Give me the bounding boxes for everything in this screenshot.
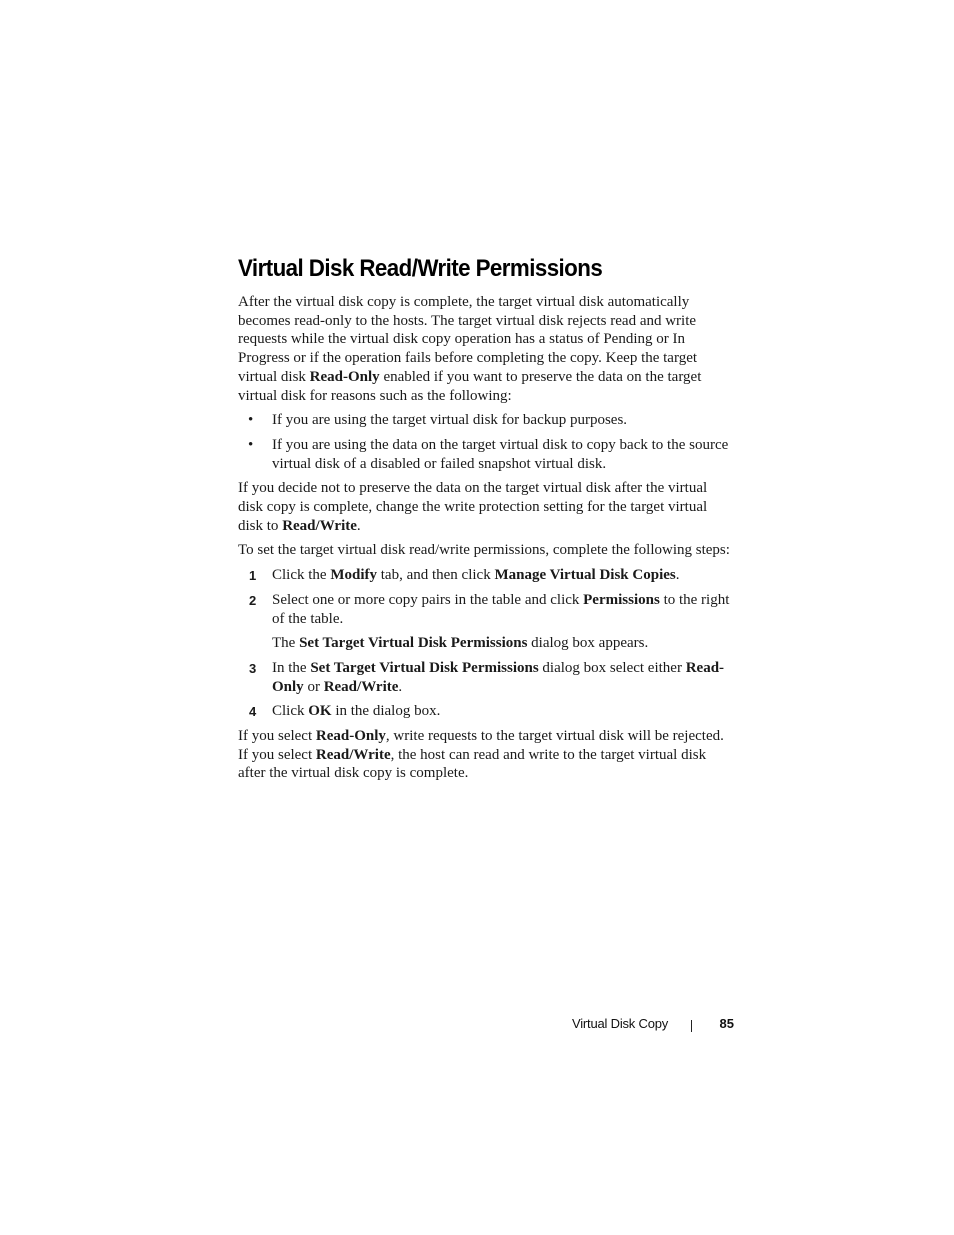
step-note-text: dialog box appears.: [527, 635, 649, 652]
bullet-text: If you are using the data on the target virtual disk to copy back to the source virtual disk of a disabled or failed snapshot virtual disk.: [272, 436, 729, 472]
bullet-icon: •: [248, 412, 254, 429]
step-3: [238, 659, 733, 696]
step-text: .: [398, 678, 403, 695]
step-note-bold-dialog: Set Target Virtual Disk Permissions: [299, 635, 528, 652]
page-title: Virtual Disk Read/Write Permissions: [238, 255, 603, 282]
page-content: [238, 255, 733, 789]
step-note: [272, 634, 733, 653]
step-bold-manage-copies: Manage Virtual Disk Copies: [494, 567, 676, 584]
step-text: Click the: [272, 567, 331, 584]
bullet-item: [238, 411, 733, 430]
step-bold-read-write: Read/Write: [323, 678, 399, 695]
para2-text-1: If you decide not to preserve the data on the target virtual disk after the virtual disk copy is complete, change the write protection setting for the target virtual disk to: [238, 480, 708, 534]
step-text: In the: [272, 659, 311, 676]
step-bold-read-only: Read-Only: [272, 659, 725, 695]
step-bold-permissions: Permissions: [583, 591, 660, 608]
para4-text: , write requests to the target virtual disk will be rejected. If you select: [238, 728, 724, 763]
bullet-item: [238, 436, 733, 473]
body-text: [238, 293, 733, 783]
intro-bold-read-only: Read-Only: [309, 368, 380, 385]
step-number: 3: [249, 660, 257, 676]
paragraph-steps-intro: To set the target virtual disk read/write permissions, complete the following steps:: [238, 542, 730, 559]
intro-paragraph: [238, 293, 733, 405]
para4-bold-read-write: Read/Write: [315, 746, 391, 763]
step-4: [238, 702, 733, 721]
para4-text: , the host can read and write to the target virtual disk after the virtual disk copy is complete.: [238, 746, 707, 782]
step-text: Click: [272, 703, 309, 720]
step-bold-dialog: Set Target Virtual Disk Permissions: [310, 659, 539, 676]
bullet-text: If you are using the target virtual disk for backup purposes.: [272, 412, 628, 429]
step-2: [238, 591, 733, 653]
step-text: to the right of the table.: [272, 591, 730, 627]
step-text: Select one or more copy pairs in the table and click: [272, 591, 584, 608]
step-bold-ok: OK: [308, 703, 332, 720]
bullet-icon: •: [248, 436, 254, 453]
intro-text-2: enabled if you want to preserve the data on the target virtual disk for reasons such as the following:: [238, 368, 702, 404]
step-text: in the dialog box.: [331, 703, 441, 720]
paragraph-result: [238, 727, 733, 783]
step-1: [238, 566, 733, 585]
intro-text-1: After the virtual disk copy is complete, the target virtual disk automatically becomes read-only to the hosts. The target virtual disk rejects read and write requests while the virtual disk copy operation has a status of Pending or In Progress or if the operation fails before completing the copy. Keep the target virtual disk: [238, 294, 698, 385]
para4-bold-read-only: Read-Only: [315, 728, 386, 745]
para4-text: If you select: [238, 728, 316, 745]
step-text: or: [303, 678, 324, 695]
footer-section-title: Virtual Disk Copy: [572, 1016, 669, 1031]
step-note-text: The: [272, 635, 300, 652]
bullet-list: [238, 411, 733, 473]
step-number: 2: [249, 592, 257, 608]
step-bold-modify: Modify: [330, 567, 377, 584]
para2-bold-read-write: Read/Write: [282, 517, 357, 534]
paragraph-preserve: [238, 479, 733, 535]
step-number: 4: [249, 704, 257, 720]
para2-text-2: .: [356, 517, 361, 534]
page-number: 85: [719, 1016, 734, 1031]
step-text: .: [675, 567, 680, 584]
step-number: 1: [249, 568, 257, 584]
steps-list: [238, 566, 733, 721]
footer-divider: [691, 1020, 692, 1032]
step-text: tab, and then click: [377, 567, 495, 584]
step-text: dialog box select either: [538, 659, 686, 676]
